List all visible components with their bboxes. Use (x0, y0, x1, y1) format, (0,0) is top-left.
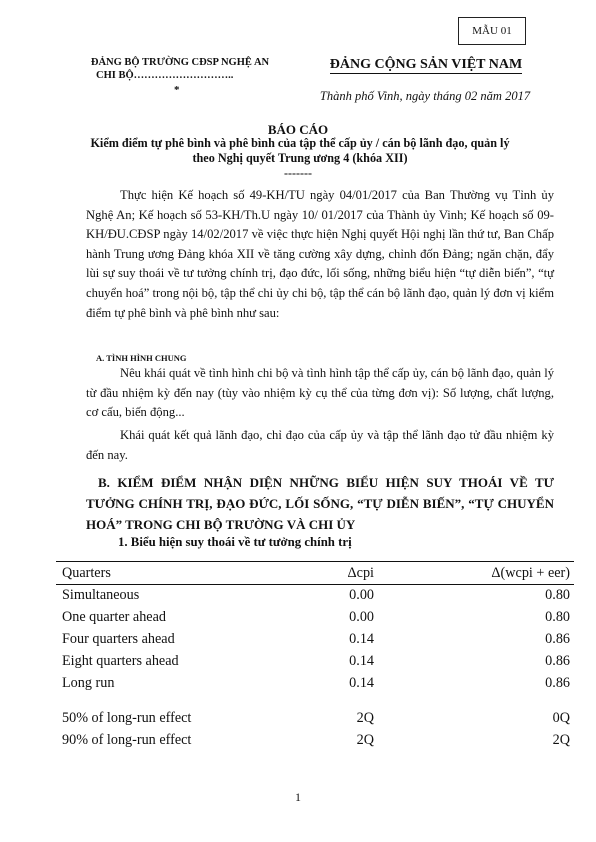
document-subtitle (80, 136, 520, 166)
header-delta-wcpi-eer: Δ(wcpi + eer) (491, 565, 570, 581)
party-name: ĐẢNG CỘNG SẢN VIỆT NAM (329, 57, 523, 72)
table-spacer (62, 694, 570, 707)
quarters-table (62, 562, 570, 751)
table-summary-row: 50% of long-run effect 2Q 0Q (62, 710, 570, 726)
table-row: Four quarters ahead 0.14 0.86 (62, 631, 570, 647)
page-number: 1 (295, 790, 301, 804)
title-separator: ------- (284, 166, 312, 180)
header-delta-cpi: Δcpi (347, 565, 374, 581)
subtitle-line-1: Kiểm điểm tự phê bình và phê bình của tập thể cấp ủy / cán bộ lãnh đạo, quản lý (90, 136, 510, 150)
section-a-paragraph-1: Nêu khái quát về tình hình chi bộ và tình hình tập thể cấp ủy, cán bộ lãnh đạo, quản lý từ đầu nhiệm kỳ đến nay (tùy vào nhiệm kỳ cụ thể của từng đơn vị): Số lượng, chất lượng, cơ cấu, biến động... (86, 366, 554, 420)
table-summary-row: 90% of long-run effect 2Q 2Q (62, 732, 570, 748)
table-row: Simultaneous 0.00 0.80 (62, 587, 570, 603)
header-quarters: Quarters (62, 565, 111, 581)
subtitle-line-2: theo Nghị quyết Trung ương 4 (khóa XII) (192, 151, 408, 165)
subsection-1-heading: 1. Biểu hiện suy thoái về tư tưởng chính trị (118, 535, 352, 549)
org-line-1: ĐẢNG BỘ TRƯỜNG CĐSP NGHỆ AN (90, 57, 270, 68)
intro-paragraph: Thực hiện Kế hoạch số 49-KH/TU ngày 04/01/2017 của Ban Thường vụ Tỉnh ủy Nghệ An; Kế hoạch số 53-KH/Th.U ngày 10/ 01/2017 của Thành ủy Vinh; Kế hoạch số 09-KH/ĐU.CĐSP ngày 14/02/2017 về việc thực hiện Nghị quyết Hội nghị lần thứ tư, Ban Chấp hành Trung ương Đảng khóa XII về tăng cường xây dựng, chỉnh đốn Đảng; ngăn chặn, đẩy lùi sự suy thoái về tư tưởng chính trị, đạo đức, lối sống, những biểu hiện “tự diễn biến”, “tự chuyển hoá” trong nội bộ, tập thể chi ủy chi bộ, tập thể cán bộ lãnh đạo, quản lý đơn vị kiểm điểm tự phê bình và phê bình như sau: (86, 188, 554, 320)
table-row: Long run 0.14 0.86 (62, 675, 570, 691)
org-line-2: CHI BỘ……………………….. (96, 70, 234, 81)
issuing-organization (70, 56, 290, 82)
place-date: Thành phố Vinh, ngày tháng 02 năm 2017 (319, 89, 531, 103)
form-code-box: MẪU 01 (458, 17, 526, 45)
table-header-row (62, 562, 570, 584)
section-b-heading: B. KIỂM ĐIỂM NHẬN DIỆN NHỮNG BIỂU HIỆN SUY THOÁI VỀ TƯ TƯỞNG CHÍNH TRỊ, ĐẠO ĐỨC, LỐI SỐNG, “TỰ DIỄN BIẾN”, “TỰ CHUYỂN HOÁ” TRONG CHI BỘ TRƯỜNG VÀ CHI ỦY (86, 475, 554, 532)
star-mark: * (174, 84, 180, 96)
section-a-paragraph-2: Khái quát kết quả lãnh đạo, chỉ đạo của cấp ủy và tập thể lãnh đạo tử đầu nhiệm kỳ đến nay. (86, 428, 554, 462)
table-row: Eight quarters ahead 0.14 0.86 (62, 653, 570, 669)
section-a-heading: A. TÌNH HÌNH CHUNG (96, 353, 187, 363)
table-row: One quarter ahead 0.00 0.80 (62, 609, 570, 625)
document-title: BÁO CÁO (267, 122, 329, 137)
